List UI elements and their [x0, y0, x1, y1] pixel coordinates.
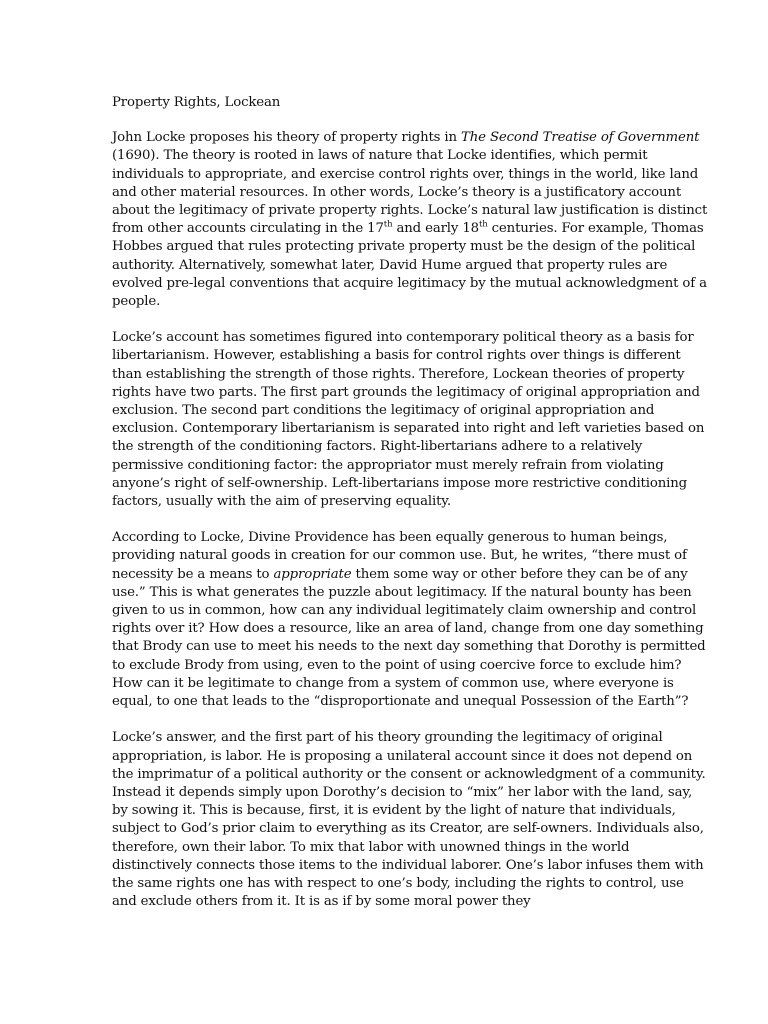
paragraph-1 [112, 129, 708, 311]
document-title: Property Rights, Lockean [112, 95, 281, 110]
ordinal-suffix-18th: th [478, 219, 488, 230]
paragraph-4: Locke’s answer, and the first part of his theory grounding the legitimacy of original appropriation, is labor. He is proposing a unilateral account since it does not depend on the imprimatur of a political authority or the consent or acknowledgment of a community. Instead it depends simply upon Dorothy’s decision to “mix” her labor with the land, say, by sowing it. This is because, first, it is evident by the light of nature that individuals, subject to God’s prior claim to everything as its Creator, are self-owners. Individuals also, therefore, own their labor. To mix that labor with unowned things in the world distinctively connects those items to the individual laborer. One’s labor infuses them with the same rights one has with respect to one’s body, including the rights to control, use and exclude others from it. It is as if by some moral power they [112, 730, 706, 910]
paragraph-1-text-b: (1690). The theory is rooted in laws of nature that Locke identifies, which permit individuals to appropriate, and exercise control rights over, things in the world, like land and other material resources. In other words, Locke’s theory is a justificatory account about the legitimacy of private property rights. Locke’s natural law justification is distinct from other accounts circulating in the 17 [112, 148, 708, 237]
paragraph-1-text-a: John Locke proposes his theory of property rights in [112, 130, 462, 146]
paragraph-3 [112, 529, 708, 711]
ordinal-suffix-17th: th [383, 219, 393, 230]
book-title: The Second Treatise of Government [461, 130, 700, 146]
paragraph-2: Locke’s account has sometimes figured into contemporary political theory as a basis for libertarianism. However, establishing a basis for control rights over things is different than establishing the strength of those rights. Therefore, Lockean theories of property rights have two parts. The first part grounds the legitimacy of original appropriation and exclusion. The second part conditions the legitimacy of original appropriation and exclusion. Contemporary libertarianism is separated into right and left varieties based on the strength of the conditioning factors. Right-libertarians adhere to a relatively permissive conditioning factor: the appropriator must merely refrain from violating anyone’s right of self-ownership. Left-libertarians impose more restrictive conditioning factors, usually with the aim of preserving equality. [112, 330, 705, 510]
paragraph-1-text-d: centuries. For example, Thomas Hobbes argued that rules protecting private property must be the design of the political authority. Alternatively, somewhat later, David Hume argued that property rules are evolved pre-legal conventions that acquire legitimacy by the mutual acknowledgment of a people. [112, 221, 707, 310]
paragraph-1-text-c: and early 18 [392, 221, 479, 237]
paragraph-3-text-a: According to Locke, Divine Providence has been equally generous to human beings, providing natural goods in creation for our common use. But, he writes, “there must of necessity be a means to [112, 530, 687, 582]
emphasis-appropriate: appropriate [273, 566, 352, 582]
paragraph-3-text-b: them some way or other before they can be of any use.” This is what generates the puzzle about legitimacy. If the natural bounty has been given to us in common, how can any individual legitimately claim ownership and control rights over it? How does a resource, like an area of land, change from one day something that Brody can use to meet his needs to the next day something that Dorothy is permitted to exclude Brody from using, even to the point of using coercive force to exclude him? How can it be legitimate to change from a system of common use, where everyone is equal, to one that leads to the “disproportionate and unequal Possession of the Earth”? [112, 566, 706, 710]
